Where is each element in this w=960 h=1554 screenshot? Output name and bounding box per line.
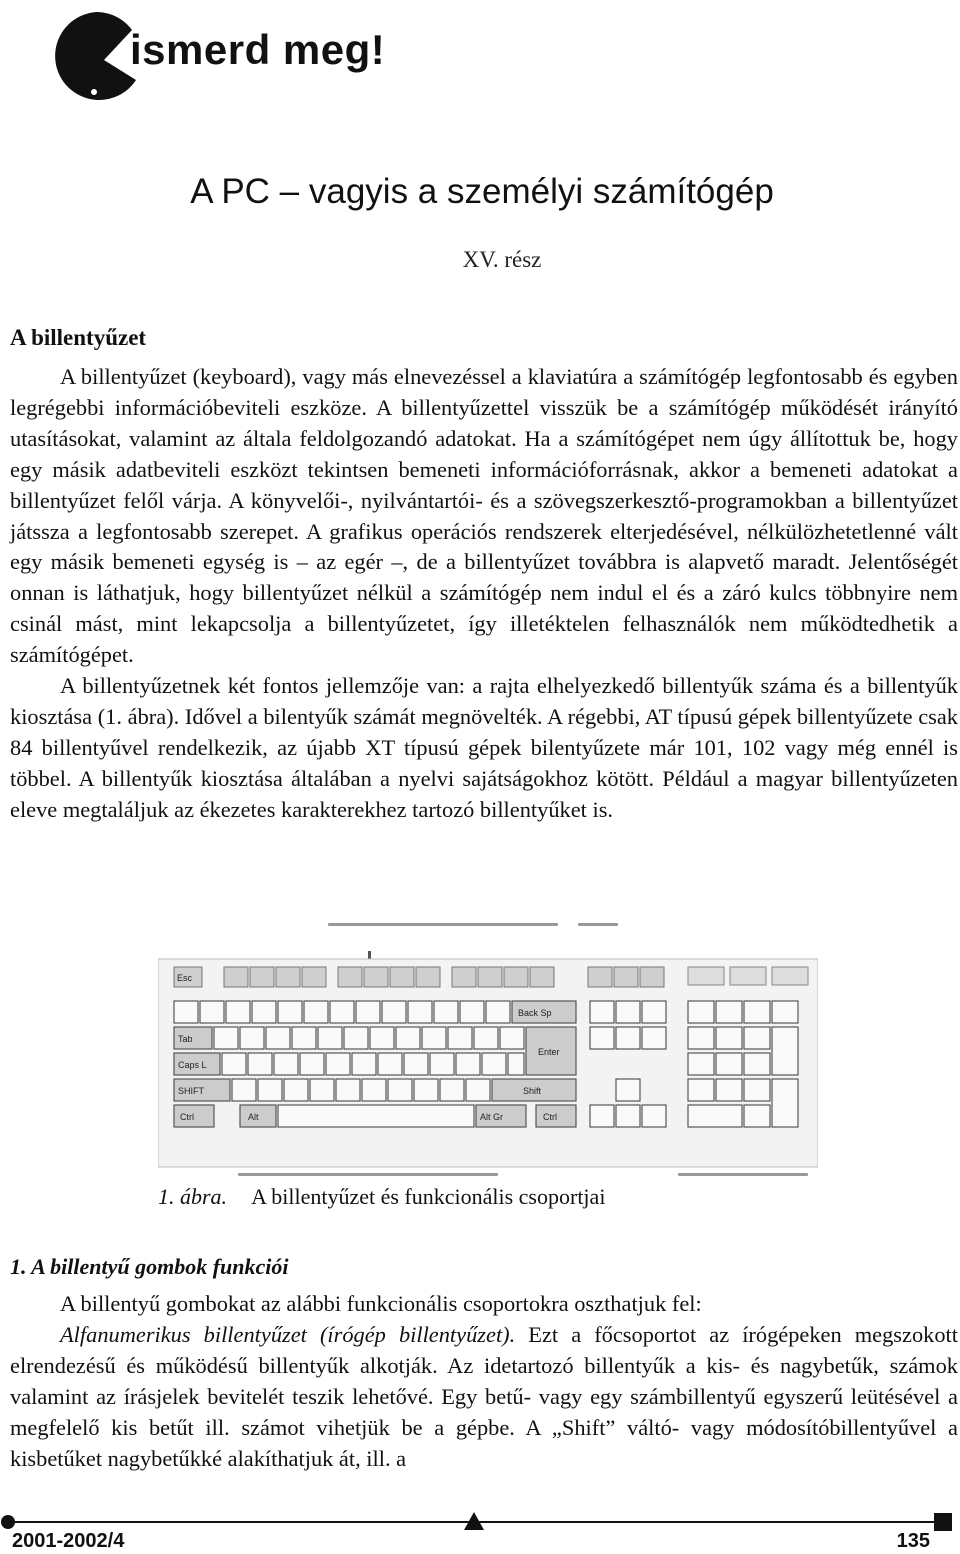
key-label-esc: Esc (177, 973, 193, 983)
key-label-backspace: Back Sp (518, 1008, 552, 1018)
section-body (10, 362, 958, 826)
article-part: XV. rész (462, 247, 542, 272)
figure-number: 1. ábra. (158, 1184, 228, 1209)
term-alfanumerikus: Alfanumerikus billentyűzet (írógép billentyűzet). (60, 1321, 516, 1347)
key-label-caps: Caps L (178, 1060, 207, 1070)
paragraph: A billentyűzetnek két fontos jellemzője van: a rajta elhelyezkedő billentyűk száma és a billentyűk kiosztása (1. ábra). Idővel a bilentyűk számát megnövelték. A régebbi, AT típusú gépek billentyűzete csak 84 billentyűvel rendelkezik, az újabb XT típusú gépek bilentyűzete már 101, 102 vagy még ennél is többel. A billentyűk kiosztása általában a nyelvi sajátságokhoz kötött. Például a magyar billentyűzeten eleve megtaláljuk az ékezetes karakterekhez tartozó billentyűket is. (10, 673, 958, 822)
figure-caption-text: A billentyűzet és funkcionális csoportjai (251, 1184, 606, 1209)
figure-caption (158, 1184, 605, 1210)
key-label-altgr: Alt Gr (480, 1112, 504, 1122)
key-label-alt: Alt (248, 1112, 259, 1122)
paragraph: A billentyű gombokat az alábbi funkcionális csoportokra oszthatjuk fel: (60, 1291, 702, 1316)
subsection-heading: 1. A billentyű gombok funkciói (10, 1254, 289, 1279)
issue-number: 2001-2002/4 (12, 1530, 125, 1552)
key-label-tab: Tab (178, 1034, 193, 1044)
page-number: 135 (896, 1530, 930, 1552)
paragraph: A billentyűzet (keyboard), vagy más elnevezéssel a klaviatúra a számítógép legfontosabb és egyben legrégebbi információbeviteli eszköze. A billentyűzettel visszük be a számítógép működését irányító utasításokat, valamint az általa feldolgozandó adatokat. Ha a számítógépet nem úgy állítottuk be, hogy egy másik adatbeviteli eszközt tekintsen bemeneti információforrásnak, akkor a bemeneti adatokat a billentyűzet felől várja. A könyvelői-, nyilvántartói- és a szövegszerkesztő-programokban a billentyűzet játssza a legfontosabb szerepet. A grafikus operációs rendszerek elterjedésével, nélkülözhetetlenné vált egy másik bemeneti egység is – az egér –, de a billentyűzet továbbra is alapvető maradt. Jelentőségét onnan is láthatjuk, hogy billentyűzet nélkül a számítógép nem indul el és a záró kulcs többnyire nem csinál mást, mint lekapcsolja a billentyűzetet, így illetéktelen felhasználók nem működtedhetik a számítógépet. (10, 364, 958, 668)
key-label-shift-left: SHIFT (178, 1086, 204, 1096)
keyboard-diagram (158, 915, 818, 1185)
status-leds (688, 967, 808, 985)
key-label-ctrl-left: Ctrl (180, 1112, 194, 1122)
article-title: A PC – vagyis a személyi számítógép (190, 172, 774, 211)
function-keys (174, 967, 664, 987)
paragraph (10, 1320, 958, 1475)
footer-rule (0, 1510, 960, 1534)
section-heading: A billentyűzet (10, 325, 147, 350)
square-marker-icon (934, 1513, 952, 1531)
key-label-enter: Enter (538, 1047, 560, 1057)
group-label-top (328, 923, 618, 959)
term-description: Ezt a főcsoportot az írógépeken megszokott elrendezésű és működésű billentyűk alkotják. Az idetartozó billentyűk a kis- és nagybetűk, számok valamint az írásjelek bevitelét teszik lehetővé. Egy betű- vagy egy számbillentyű egyszerű leütésével a megfelelő kis betűt ill. számot vihetjük be a gépbe. A „Shift” váltó- vagy módosítóbillentyűvel a kisbetűket nagybetűkké alakíthatjuk át, ill. a (10, 1321, 958, 1471)
key-label-ctrl-right: Ctrl (543, 1112, 557, 1122)
logo-word: ismerd meg! (130, 26, 386, 73)
group-label-bottom (238, 1173, 808, 1176)
key-label-shift-right: Shift (523, 1086, 542, 1096)
subsection-body (10, 1289, 958, 1474)
